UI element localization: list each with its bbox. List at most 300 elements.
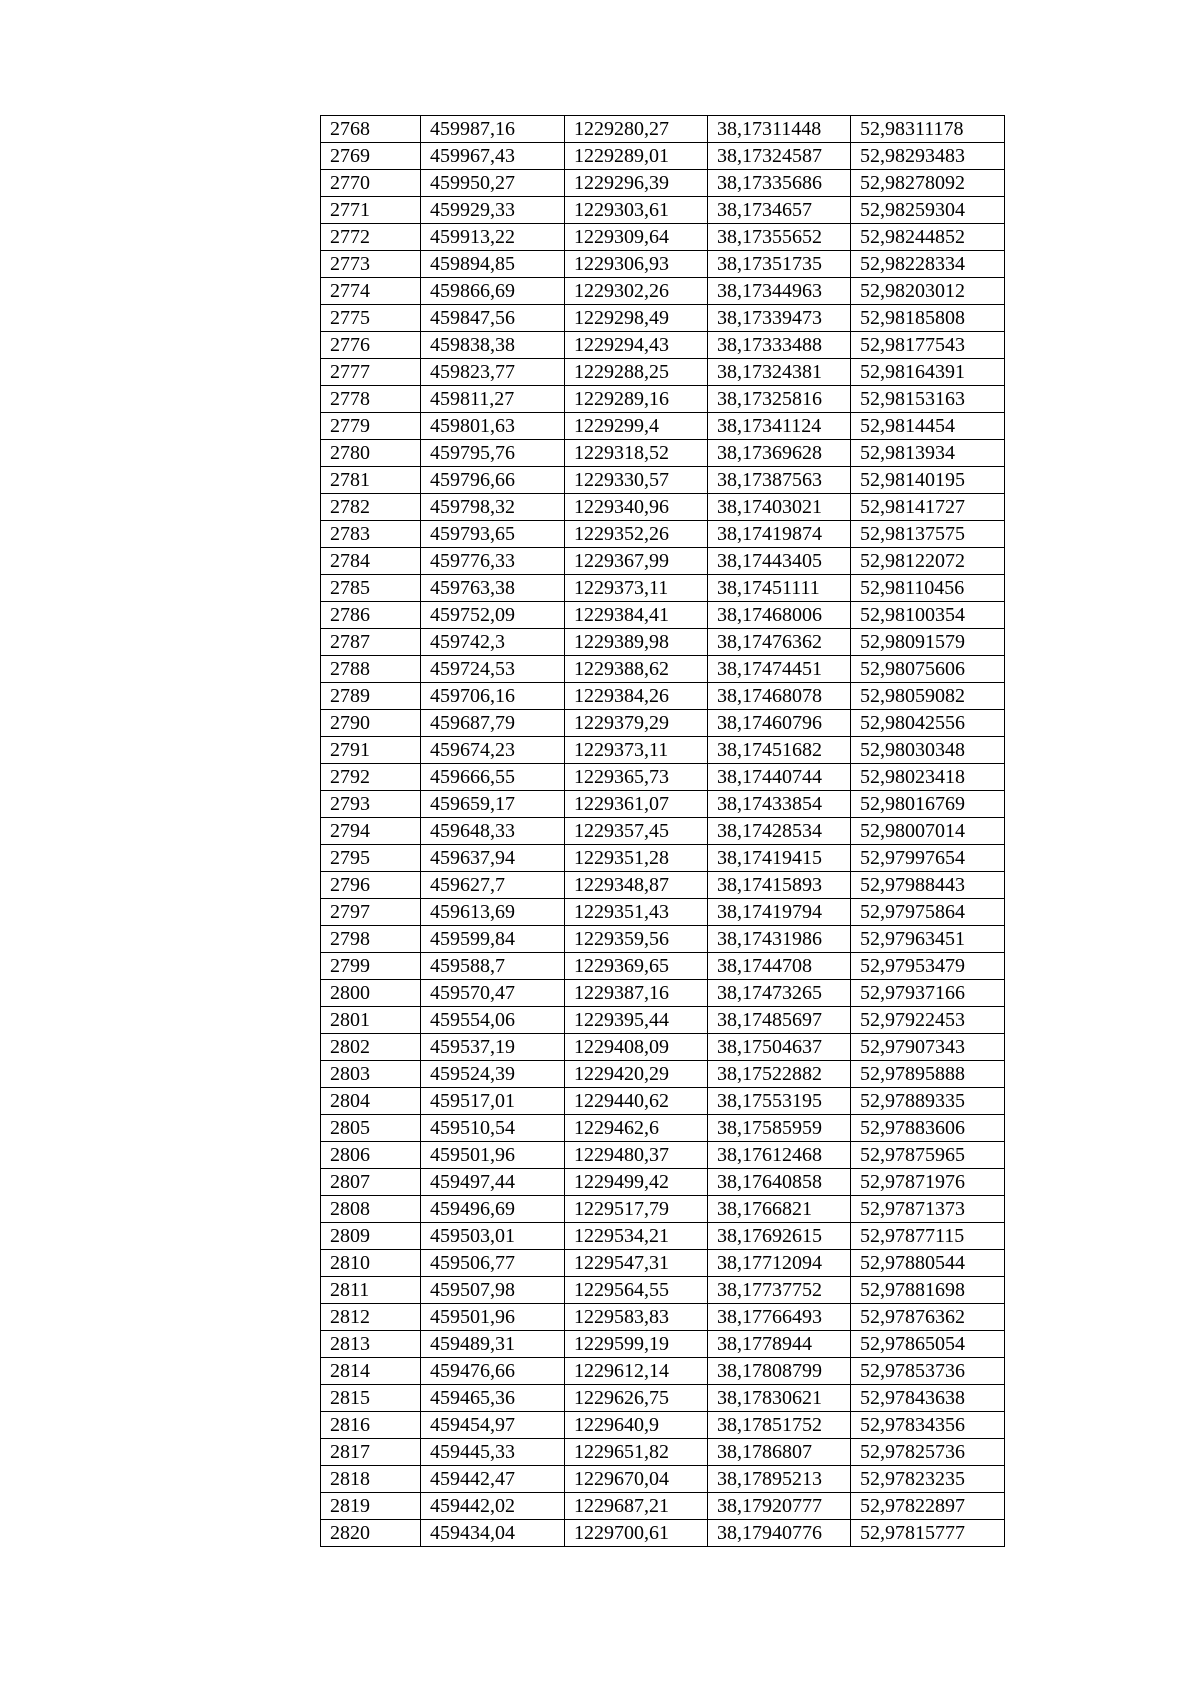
y-coordinate-cell: 1229700,61 [565, 1520, 708, 1547]
latitude-cell: 52,98244852 [851, 224, 1005, 251]
latitude-cell: 52,98177543 [851, 332, 1005, 359]
x-coordinate-cell: 459507,98 [421, 1277, 565, 1304]
longitude-cell: 38,17351735 [708, 251, 851, 278]
latitude-cell: 52,98228334 [851, 251, 1005, 278]
x-coordinate-cell: 459894,85 [421, 251, 565, 278]
table-row [321, 278, 1005, 305]
point-number-cell: 2782 [321, 494, 421, 521]
table-row [321, 386, 1005, 413]
x-coordinate-cell: 459517,01 [421, 1088, 565, 1115]
longitude-cell: 38,17830621 [708, 1385, 851, 1412]
x-coordinate-cell: 459648,33 [421, 818, 565, 845]
x-coordinate-cell: 459838,38 [421, 332, 565, 359]
x-coordinate-cell: 459724,53 [421, 656, 565, 683]
latitude-cell: 52,98259304 [851, 197, 1005, 224]
latitude-cell: 52,97822897 [851, 1493, 1005, 1520]
longitude-cell: 38,17341124 [708, 413, 851, 440]
x-coordinate-cell: 459742,3 [421, 629, 565, 656]
table-row [321, 305, 1005, 332]
coordinates-table-body [321, 116, 1005, 1547]
point-number-cell: 2793 [321, 791, 421, 818]
longitude-cell: 38,17851752 [708, 1412, 851, 1439]
point-number-cell: 2819 [321, 1493, 421, 1520]
table-row [321, 1466, 1005, 1493]
table-row [321, 926, 1005, 953]
x-coordinate-cell: 459510,54 [421, 1115, 565, 1142]
y-coordinate-cell: 1229318,52 [565, 440, 708, 467]
table-row [321, 413, 1005, 440]
longitude-cell: 38,1744708 [708, 953, 851, 980]
y-coordinate-cell: 1229289,16 [565, 386, 708, 413]
latitude-cell: 52,97815777 [851, 1520, 1005, 1547]
table-row [321, 980, 1005, 1007]
x-coordinate-cell: 459801,63 [421, 413, 565, 440]
longitude-cell: 38,17419874 [708, 521, 851, 548]
table-row [321, 1088, 1005, 1115]
longitude-cell: 38,17737752 [708, 1277, 851, 1304]
x-coordinate-cell: 459454,97 [421, 1412, 565, 1439]
y-coordinate-cell: 1229302,26 [565, 278, 708, 305]
x-coordinate-cell: 459795,76 [421, 440, 565, 467]
longitude-cell: 38,17428534 [708, 818, 851, 845]
x-coordinate-cell: 459674,23 [421, 737, 565, 764]
latitude-cell: 52,97975864 [851, 899, 1005, 926]
x-coordinate-cell: 459496,69 [421, 1196, 565, 1223]
table-row [321, 494, 1005, 521]
y-coordinate-cell: 1229303,61 [565, 197, 708, 224]
y-coordinate-cell: 1229564,55 [565, 1277, 708, 1304]
longitude-cell: 38,17335686 [708, 170, 851, 197]
longitude-cell: 38,17920777 [708, 1493, 851, 1520]
table-row [321, 710, 1005, 737]
y-coordinate-cell: 1229357,45 [565, 818, 708, 845]
y-coordinate-cell: 1229395,44 [565, 1007, 708, 1034]
table-row [321, 224, 1005, 251]
y-coordinate-cell: 1229351,43 [565, 899, 708, 926]
latitude-cell: 52,97881698 [851, 1277, 1005, 1304]
table-row [321, 1061, 1005, 1088]
longitude-cell: 38,17344963 [708, 278, 851, 305]
point-number-cell: 2784 [321, 548, 421, 575]
longitude-cell: 38,17333488 [708, 332, 851, 359]
x-coordinate-cell: 459967,43 [421, 143, 565, 170]
x-coordinate-cell: 459627,7 [421, 872, 565, 899]
x-coordinate-cell: 459434,04 [421, 1520, 565, 1547]
y-coordinate-cell: 1229408,09 [565, 1034, 708, 1061]
point-number-cell: 2774 [321, 278, 421, 305]
point-number-cell: 2776 [321, 332, 421, 359]
longitude-cell: 38,17476362 [708, 629, 851, 656]
y-coordinate-cell: 1229369,65 [565, 953, 708, 980]
longitude-cell: 38,17640858 [708, 1169, 851, 1196]
longitude-cell: 38,17339473 [708, 305, 851, 332]
point-number-cell: 2820 [321, 1520, 421, 1547]
point-number-cell: 2777 [321, 359, 421, 386]
table-row [321, 575, 1005, 602]
point-number-cell: 2780 [321, 440, 421, 467]
point-number-cell: 2795 [321, 845, 421, 872]
point-number-cell: 2816 [321, 1412, 421, 1439]
table-row [321, 332, 1005, 359]
y-coordinate-cell: 1229599,19 [565, 1331, 708, 1358]
x-coordinate-cell: 459599,84 [421, 926, 565, 953]
latitude-cell: 52,97825736 [851, 1439, 1005, 1466]
latitude-cell: 52,9814454 [851, 413, 1005, 440]
y-coordinate-cell: 1229306,93 [565, 251, 708, 278]
y-coordinate-cell: 1229420,29 [565, 1061, 708, 1088]
point-number-cell: 2809 [321, 1223, 421, 1250]
table-row [321, 656, 1005, 683]
latitude-cell: 52,97997654 [851, 845, 1005, 872]
table-row [321, 1385, 1005, 1412]
longitude-cell: 38,1778944 [708, 1331, 851, 1358]
latitude-cell: 52,97876362 [851, 1304, 1005, 1331]
latitude-cell: 52,97907343 [851, 1034, 1005, 1061]
y-coordinate-cell: 1229289,01 [565, 143, 708, 170]
longitude-cell: 38,17895213 [708, 1466, 851, 1493]
y-coordinate-cell: 1229387,16 [565, 980, 708, 1007]
point-number-cell: 2810 [321, 1250, 421, 1277]
point-number-cell: 2791 [321, 737, 421, 764]
table-row [321, 1412, 1005, 1439]
y-coordinate-cell: 1229373,11 [565, 737, 708, 764]
point-number-cell: 2818 [321, 1466, 421, 1493]
point-number-cell: 2812 [321, 1304, 421, 1331]
x-coordinate-cell: 459506,77 [421, 1250, 565, 1277]
point-number-cell: 2813 [321, 1331, 421, 1358]
x-coordinate-cell: 459476,66 [421, 1358, 565, 1385]
y-coordinate-cell: 1229359,56 [565, 926, 708, 953]
latitude-cell: 52,97871373 [851, 1196, 1005, 1223]
latitude-cell: 52,97871976 [851, 1169, 1005, 1196]
y-coordinate-cell: 1229280,27 [565, 116, 708, 143]
y-coordinate-cell: 1229640,9 [565, 1412, 708, 1439]
table-row [321, 1007, 1005, 1034]
y-coordinate-cell: 1229499,42 [565, 1169, 708, 1196]
x-coordinate-cell: 459763,38 [421, 575, 565, 602]
longitude-cell: 38,17504637 [708, 1034, 851, 1061]
latitude-cell: 52,98203012 [851, 278, 1005, 305]
table-row [321, 1142, 1005, 1169]
x-coordinate-cell: 459537,19 [421, 1034, 565, 1061]
latitude-cell: 52,98185808 [851, 305, 1005, 332]
latitude-cell: 52,98110456 [851, 575, 1005, 602]
table-row [321, 1196, 1005, 1223]
point-number-cell: 2783 [321, 521, 421, 548]
point-number-cell: 2772 [321, 224, 421, 251]
table-row [321, 1277, 1005, 1304]
longitude-cell: 38,17940776 [708, 1520, 851, 1547]
latitude-cell: 52,97834356 [851, 1412, 1005, 1439]
longitude-cell: 38,17403021 [708, 494, 851, 521]
point-number-cell: 2771 [321, 197, 421, 224]
y-coordinate-cell: 1229534,21 [565, 1223, 708, 1250]
latitude-cell: 52,97937166 [851, 980, 1005, 1007]
x-coordinate-cell: 459503,01 [421, 1223, 565, 1250]
y-coordinate-cell: 1229298,49 [565, 305, 708, 332]
y-coordinate-cell: 1229299,4 [565, 413, 708, 440]
y-coordinate-cell: 1229651,82 [565, 1439, 708, 1466]
table-row [321, 521, 1005, 548]
point-number-cell: 2789 [321, 683, 421, 710]
point-number-cell: 2801 [321, 1007, 421, 1034]
longitude-cell: 38,17431986 [708, 926, 851, 953]
x-coordinate-cell: 459823,77 [421, 359, 565, 386]
latitude-cell: 52,98030348 [851, 737, 1005, 764]
latitude-cell: 52,97953479 [851, 953, 1005, 980]
x-coordinate-cell: 459501,96 [421, 1142, 565, 1169]
point-number-cell: 2790 [321, 710, 421, 737]
point-number-cell: 2815 [321, 1385, 421, 1412]
longitude-cell: 38,17468078 [708, 683, 851, 710]
latitude-cell: 52,97877115 [851, 1223, 1005, 1250]
latitude-cell: 52,97889335 [851, 1088, 1005, 1115]
longitude-cell: 38,17692615 [708, 1223, 851, 1250]
latitude-cell: 52,97823235 [851, 1466, 1005, 1493]
point-number-cell: 2811 [321, 1277, 421, 1304]
y-coordinate-cell: 1229340,96 [565, 494, 708, 521]
y-coordinate-cell: 1229626,75 [565, 1385, 708, 1412]
table-row [321, 1520, 1005, 1547]
point-number-cell: 2808 [321, 1196, 421, 1223]
table-row [321, 845, 1005, 872]
latitude-cell: 52,98059082 [851, 683, 1005, 710]
table-row [321, 872, 1005, 899]
point-number-cell: 2775 [321, 305, 421, 332]
latitude-cell: 52,9813934 [851, 440, 1005, 467]
point-number-cell: 2786 [321, 602, 421, 629]
table-row [321, 899, 1005, 926]
point-number-cell: 2770 [321, 170, 421, 197]
x-coordinate-cell: 459497,44 [421, 1169, 565, 1196]
latitude-cell: 52,98311178 [851, 116, 1005, 143]
x-coordinate-cell: 459613,69 [421, 899, 565, 926]
point-number-cell: 2807 [321, 1169, 421, 1196]
longitude-cell: 38,17473265 [708, 980, 851, 1007]
point-number-cell: 2802 [321, 1034, 421, 1061]
longitude-cell: 38,17324381 [708, 359, 851, 386]
longitude-cell: 38,1766821 [708, 1196, 851, 1223]
y-coordinate-cell: 1229352,26 [565, 521, 708, 548]
table-row [321, 1250, 1005, 1277]
point-number-cell: 2779 [321, 413, 421, 440]
y-coordinate-cell: 1229330,57 [565, 467, 708, 494]
point-number-cell: 2773 [321, 251, 421, 278]
latitude-cell: 52,97843638 [851, 1385, 1005, 1412]
latitude-cell: 52,98016769 [851, 791, 1005, 818]
latitude-cell: 52,97922453 [851, 1007, 1005, 1034]
y-coordinate-cell: 1229389,98 [565, 629, 708, 656]
x-coordinate-cell: 459796,66 [421, 467, 565, 494]
x-coordinate-cell: 459866,69 [421, 278, 565, 305]
y-coordinate-cell: 1229296,39 [565, 170, 708, 197]
x-coordinate-cell: 459950,27 [421, 170, 565, 197]
y-coordinate-cell: 1229388,62 [565, 656, 708, 683]
longitude-cell: 38,17612468 [708, 1142, 851, 1169]
y-coordinate-cell: 1229480,37 [565, 1142, 708, 1169]
longitude-cell: 38,17474451 [708, 656, 851, 683]
table-row [321, 1304, 1005, 1331]
latitude-cell: 52,97875965 [851, 1142, 1005, 1169]
longitude-cell: 38,17355652 [708, 224, 851, 251]
y-coordinate-cell: 1229670,04 [565, 1466, 708, 1493]
latitude-cell: 52,97853736 [851, 1358, 1005, 1385]
longitude-cell: 38,17451682 [708, 737, 851, 764]
coordinates-table [320, 115, 1005, 1547]
x-coordinate-cell: 459489,31 [421, 1331, 565, 1358]
x-coordinate-cell: 459666,55 [421, 764, 565, 791]
table-row [321, 170, 1005, 197]
latitude-cell: 52,98091579 [851, 629, 1005, 656]
latitude-cell: 52,98141727 [851, 494, 1005, 521]
x-coordinate-cell: 459554,06 [421, 1007, 565, 1034]
latitude-cell: 52,97865054 [851, 1331, 1005, 1358]
point-number-cell: 2798 [321, 926, 421, 953]
point-number-cell: 2788 [321, 656, 421, 683]
longitude-cell: 38,17460796 [708, 710, 851, 737]
longitude-cell: 38,17485697 [708, 1007, 851, 1034]
point-number-cell: 2797 [321, 899, 421, 926]
x-coordinate-cell: 459798,32 [421, 494, 565, 521]
longitude-cell: 38,17766493 [708, 1304, 851, 1331]
point-number-cell: 2769 [321, 143, 421, 170]
longitude-cell: 38,17451111 [708, 575, 851, 602]
table-row [321, 737, 1005, 764]
latitude-cell: 52,98122072 [851, 548, 1005, 575]
point-number-cell: 2768 [321, 116, 421, 143]
table-row [321, 1358, 1005, 1385]
x-coordinate-cell: 459706,16 [421, 683, 565, 710]
point-number-cell: 2785 [321, 575, 421, 602]
point-number-cell: 2794 [321, 818, 421, 845]
y-coordinate-cell: 1229687,21 [565, 1493, 708, 1520]
longitude-cell: 38,17440744 [708, 764, 851, 791]
x-coordinate-cell: 459811,27 [421, 386, 565, 413]
table-row [321, 764, 1005, 791]
table-row [321, 1034, 1005, 1061]
latitude-cell: 52,98023418 [851, 764, 1005, 791]
table-row [321, 251, 1005, 278]
y-coordinate-cell: 1229379,29 [565, 710, 708, 737]
longitude-cell: 38,17419794 [708, 899, 851, 926]
y-coordinate-cell: 1229440,62 [565, 1088, 708, 1115]
table-row [321, 548, 1005, 575]
point-number-cell: 2787 [321, 629, 421, 656]
longitude-cell: 38,17325816 [708, 386, 851, 413]
point-number-cell: 2799 [321, 953, 421, 980]
longitude-cell: 38,17443405 [708, 548, 851, 575]
x-coordinate-cell: 459987,16 [421, 116, 565, 143]
longitude-cell: 38,17324587 [708, 143, 851, 170]
y-coordinate-cell: 1229612,14 [565, 1358, 708, 1385]
longitude-cell: 38,17808799 [708, 1358, 851, 1385]
longitude-cell: 38,17369628 [708, 440, 851, 467]
table-row [321, 197, 1005, 224]
y-coordinate-cell: 1229361,07 [565, 791, 708, 818]
x-coordinate-cell: 459570,47 [421, 980, 565, 1007]
y-coordinate-cell: 1229288,25 [565, 359, 708, 386]
table-row [321, 791, 1005, 818]
latitude-cell: 52,97988443 [851, 872, 1005, 899]
table-row [321, 683, 1005, 710]
y-coordinate-cell: 1229309,64 [565, 224, 708, 251]
x-coordinate-cell: 459445,33 [421, 1439, 565, 1466]
longitude-cell: 38,17387563 [708, 467, 851, 494]
latitude-cell: 52,98140195 [851, 467, 1005, 494]
y-coordinate-cell: 1229384,26 [565, 683, 708, 710]
x-coordinate-cell: 459659,17 [421, 791, 565, 818]
latitude-cell: 52,98042556 [851, 710, 1005, 737]
latitude-cell: 52,97880544 [851, 1250, 1005, 1277]
x-coordinate-cell: 459588,7 [421, 953, 565, 980]
point-number-cell: 2778 [321, 386, 421, 413]
point-number-cell: 2796 [321, 872, 421, 899]
table-row [321, 116, 1005, 143]
table-row [321, 818, 1005, 845]
y-coordinate-cell: 1229294,43 [565, 332, 708, 359]
latitude-cell: 52,98278092 [851, 170, 1005, 197]
latitude-cell: 52,97963451 [851, 926, 1005, 953]
table-row [321, 359, 1005, 386]
table-row [321, 143, 1005, 170]
x-coordinate-cell: 459929,33 [421, 197, 565, 224]
latitude-cell: 52,97883606 [851, 1115, 1005, 1142]
point-number-cell: 2792 [321, 764, 421, 791]
longitude-cell: 38,17415893 [708, 872, 851, 899]
longitude-cell: 38,17311448 [708, 116, 851, 143]
table-row [321, 1439, 1005, 1466]
table-row [321, 602, 1005, 629]
y-coordinate-cell: 1229373,11 [565, 575, 708, 602]
y-coordinate-cell: 1229462,6 [565, 1115, 708, 1142]
point-number-cell: 2803 [321, 1061, 421, 1088]
point-number-cell: 2806 [321, 1142, 421, 1169]
x-coordinate-cell: 459442,47 [421, 1466, 565, 1493]
longitude-cell: 38,1734657 [708, 197, 851, 224]
point-number-cell: 2805 [321, 1115, 421, 1142]
latitude-cell: 52,98153163 [851, 386, 1005, 413]
x-coordinate-cell: 459847,56 [421, 305, 565, 332]
x-coordinate-cell: 459524,39 [421, 1061, 565, 1088]
latitude-cell: 52,98075606 [851, 656, 1005, 683]
table-row [321, 440, 1005, 467]
longitude-cell: 38,17522882 [708, 1061, 851, 1088]
x-coordinate-cell: 459465,36 [421, 1385, 565, 1412]
longitude-cell: 38,17585959 [708, 1115, 851, 1142]
y-coordinate-cell: 1229348,87 [565, 872, 708, 899]
table-row [321, 1493, 1005, 1520]
latitude-cell: 52,97895888 [851, 1061, 1005, 1088]
x-coordinate-cell: 459687,79 [421, 710, 565, 737]
table-row [321, 1169, 1005, 1196]
longitude-cell: 38,1786807 [708, 1439, 851, 1466]
point-number-cell: 2817 [321, 1439, 421, 1466]
x-coordinate-cell: 459776,33 [421, 548, 565, 575]
y-coordinate-cell: 1229365,73 [565, 764, 708, 791]
latitude-cell: 52,98007014 [851, 818, 1005, 845]
longitude-cell: 38,17553195 [708, 1088, 851, 1115]
x-coordinate-cell: 459501,96 [421, 1304, 565, 1331]
longitude-cell: 38,17419415 [708, 845, 851, 872]
y-coordinate-cell: 1229583,83 [565, 1304, 708, 1331]
latitude-cell: 52,98100354 [851, 602, 1005, 629]
y-coordinate-cell: 1229351,28 [565, 845, 708, 872]
latitude-cell: 52,98137575 [851, 521, 1005, 548]
point-number-cell: 2781 [321, 467, 421, 494]
point-number-cell: 2800 [321, 980, 421, 1007]
longitude-cell: 38,17712094 [708, 1250, 851, 1277]
x-coordinate-cell: 459442,02 [421, 1493, 565, 1520]
